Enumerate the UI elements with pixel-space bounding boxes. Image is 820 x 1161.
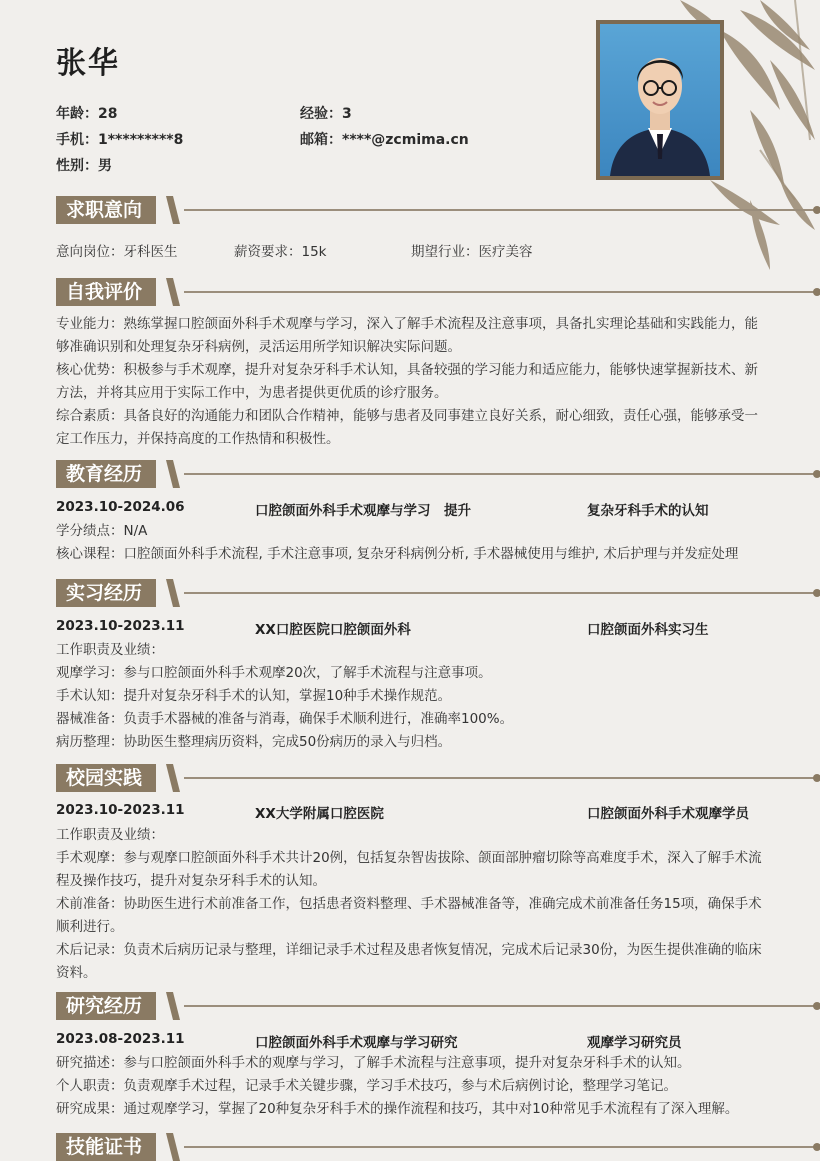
research-details: 研究描述：参与口腔颌面外科手术的观摩与学习，了解手术流程与注意事项，提升对复杂牙科手术的认知。 个人职责：负责观摩手术过程，记录手术关键步骤，学习手术技巧，参与术后病例讨论，整理学习笔记。 研究成果：通过观摩学习，掌握了20种复杂牙科手术的操作流程和技巧，其中对10种常见手术流程有了深入理解。 bbox=[56, 1055, 739, 1117]
section-title: 技能证书 bbox=[56, 1133, 156, 1161]
research-topic: 口腔颌面外科手术观摩与学习研究 bbox=[255, 1035, 458, 1051]
experience: 经验：3 bbox=[300, 106, 352, 122]
section-title: 求职意向 bbox=[56, 196, 156, 224]
divider bbox=[184, 777, 816, 779]
campus-role: 口腔颌面外科手术观摩学员 bbox=[587, 806, 749, 822]
self-quality: 综合素质：具备良好的沟通能力和团队合作精神，能够与患者及同事建立良好关系，耐心细致，责任心强，能够承受一定工作压力，并保持高度的工作热情和积极性。 bbox=[56, 408, 758, 447]
phone: 手机：1*********8 bbox=[56, 132, 184, 148]
divider bbox=[184, 209, 816, 211]
edu-major: 口腔颌面外科手术观摩与学习 提升 bbox=[255, 503, 471, 519]
section-research-header bbox=[56, 992, 768, 1020]
intern-details: 工作职责及业绩： 观摩学习：参与口腔颌面外科手术观摩20次，了解手术流程与注意事项。 手术认知：提升对复杂牙科手术的认知，掌握10种手术操作规范。 器械准备：负责手术器械的准备与消毒，确保手术顺利进行，准确率100%。 病历整理：协助医生整理病历资料，完成50份病历的录入与归档。 bbox=[56, 642, 514, 750]
section-title: 教育经历 bbox=[56, 460, 156, 488]
divider bbox=[184, 1146, 816, 1148]
intern-role: 口腔颌面外科实习生 bbox=[587, 622, 709, 638]
divider bbox=[184, 592, 816, 594]
edu-focus: 复杂牙科手术的认知 bbox=[587, 503, 709, 519]
avatar-portrait-icon bbox=[600, 24, 720, 176]
edu-details bbox=[56, 520, 768, 566]
candidate-name: 张华 bbox=[56, 46, 120, 81]
section-campus-header bbox=[56, 764, 768, 792]
intern-org: XX口腔医院口腔颌面外科 bbox=[255, 622, 411, 638]
campus-org: XX大学附属口腔医院 bbox=[255, 806, 384, 822]
section-self-header bbox=[56, 278, 768, 306]
intent-salary: 薪资要求：15k bbox=[234, 244, 327, 260]
divider bbox=[184, 1005, 816, 1007]
research-role: 观摩学习研究员 bbox=[587, 1035, 682, 1051]
edu-date: 2023.10-2024.06 bbox=[56, 499, 185, 515]
edu-courses: 核心课程：口腔颌面外科手术流程, 手术注意事项, 复杂牙科病例分析, 手术器械使用与维护, 术后护理与并发症处理 bbox=[56, 546, 739, 562]
section-skills-header bbox=[56, 1133, 768, 1161]
edu-gpa: 学分绩点：N/A bbox=[56, 523, 148, 539]
section-title: 实习经历 bbox=[56, 579, 156, 607]
email: 邮箱：****@zcmima.cn bbox=[300, 132, 469, 148]
section-intern-header bbox=[56, 579, 768, 607]
self-core: 核心优势：积极参与手术观摩，提升对复杂牙科手术认知，具备较强的学习能力和适应能力，能够快速掌握新技术、新方法，并将其应用于实际工作中，为患者提供更优质的诊疗服务。 bbox=[56, 362, 758, 401]
section-edu-header bbox=[56, 460, 768, 488]
section-title: 校园实践 bbox=[56, 764, 156, 792]
self-professional: 专业能力：熟练掌握口腔颌面外科手术观摩与学习，深入了解手术流程及注意事项，具备扎实理论基础和实践能力，能够准确识别和处理复杂牙科病例，灵活运用所学知识解决实际问题。 bbox=[56, 316, 758, 355]
divider bbox=[184, 291, 816, 293]
intern-date: 2023.10-2023.11 bbox=[56, 618, 185, 634]
section-title: 自我评价 bbox=[56, 278, 156, 306]
section-title: 研究经历 bbox=[56, 992, 156, 1020]
divider bbox=[184, 473, 816, 475]
campus-details: 工作职责及业绩： 手术观摩：参与观摩口腔颌面外科手术共计20例，包括复杂智齿拔除、颌面部肿瘤切除等高难度手术，深入了解手术流程及操作技巧，提升对复杂牙科手术的认知。 术前准备：协助医生进行术前准备工作，包括患者资料整理、手术器械准备等，准确完成术前准备任务15项，确保手术顺利进行。 术后记录：负责术后病历记录与整理，详细记录手术过程及患者恢复情况，完成术后记录30份，为医生提供准确的临床资料。 bbox=[56, 827, 762, 981]
intent-position: 意向岗位：牙科医生 bbox=[56, 244, 178, 260]
avatar bbox=[596, 20, 724, 180]
campus-date: 2023.10-2023.11 bbox=[56, 802, 185, 818]
self-evaluation bbox=[56, 313, 768, 451]
age: 年龄：28 bbox=[56, 106, 118, 122]
section-intent-header bbox=[56, 196, 768, 224]
intent-industry: 期望行业：医疗美容 bbox=[411, 244, 533, 260]
gender: 性别：男 bbox=[56, 158, 112, 174]
research-date: 2023.08-2023.11 bbox=[56, 1031, 185, 1047]
